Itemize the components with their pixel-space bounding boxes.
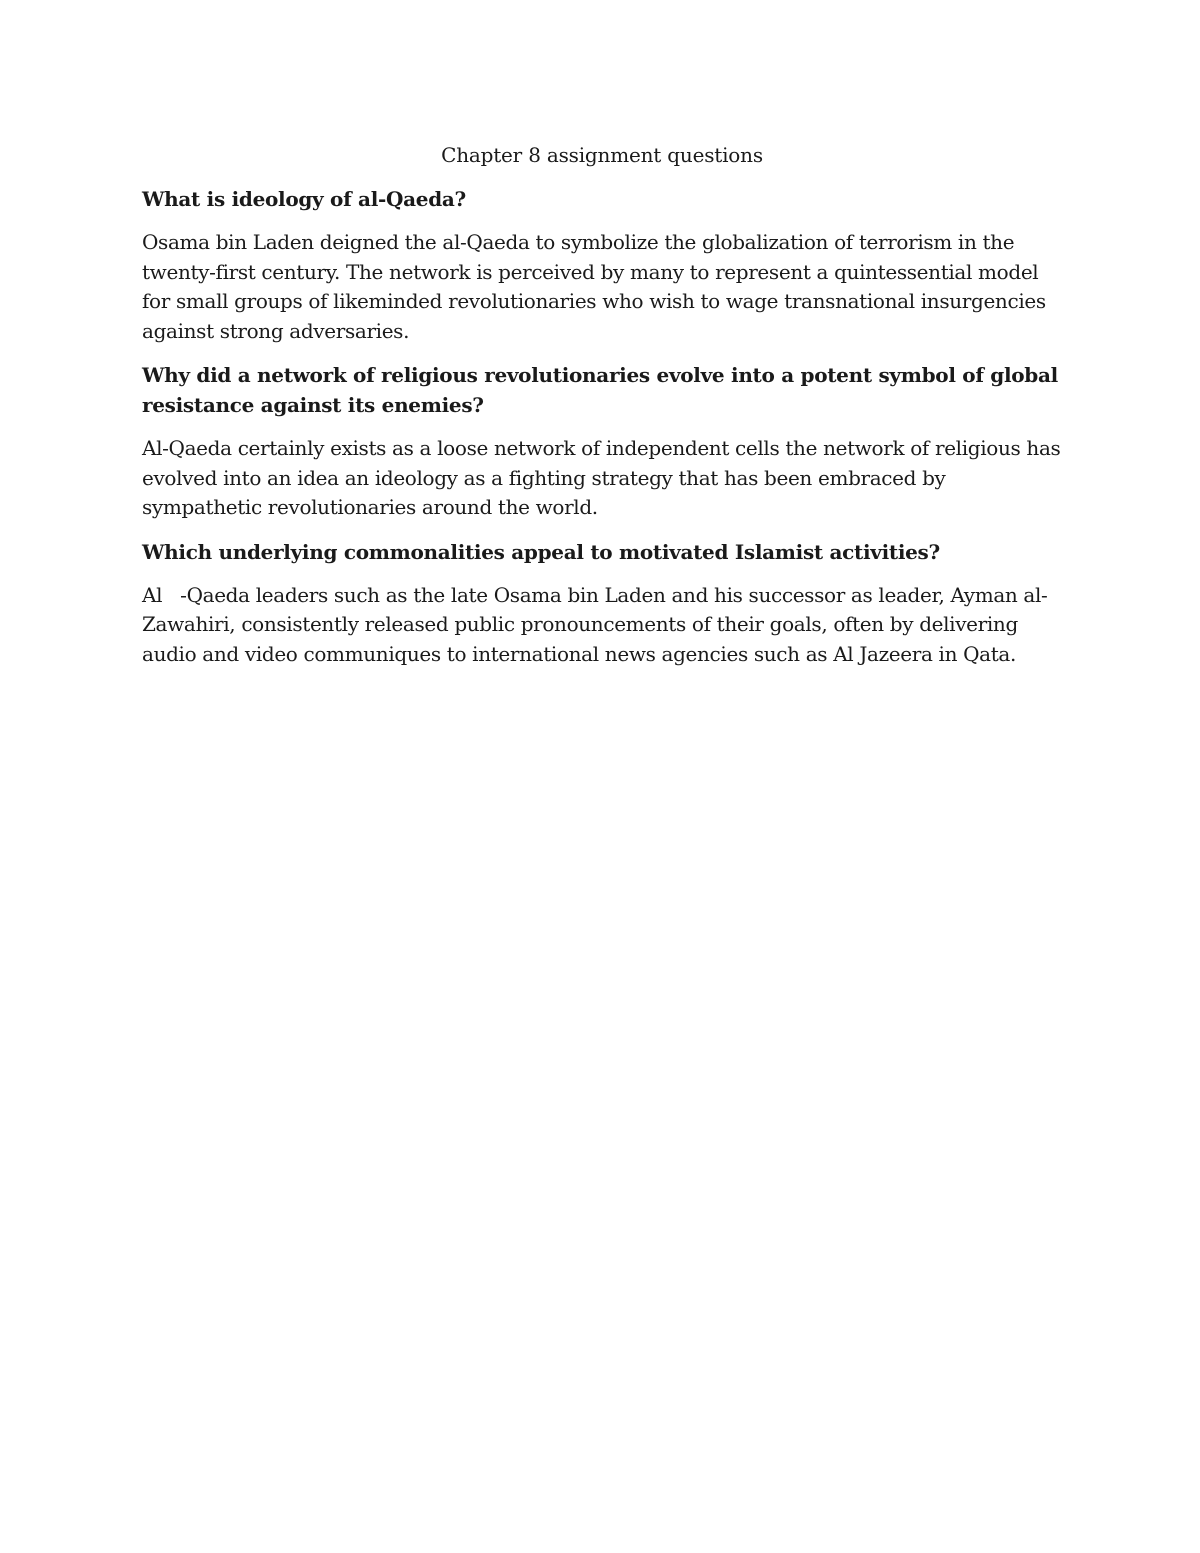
answer-3: Al -Qaeda leaders such as the late Osama bin Laden and his successor as leader, Ayman al-Zawahiri, consistently released public pronouncements of their goals, often by delivering audio and video communiques to international news agencies such as Al Jazeera in Qata. (142, 582, 1048, 666)
question-2: Why did a network of religious revolutionaries evolve into a potent symbol of global resistance against its enemies? (142, 363, 1058, 417)
document-body (142, 140, 1062, 683)
document-title: Chapter 8 assignment questions (441, 143, 763, 167)
question-1: What is ideology of al-Qaeda? (142, 187, 466, 211)
question-3: Which underlying commonalities appeal to motivated Islamist activities? (142, 539, 940, 564)
answer-2: Al-Qaeda certainly exists as a loose network of independent cells the network of religious has evolved into an idea an ideology as a fighting strategy that has been embraced by sympathetic revolutionaries around the world. (142, 436, 1061, 519)
answer-1: Osama bin Laden deigned the al-Qaeda to symbolize the globalization of terrorism in the twenty-first century. The network is perceived by many to represent a quintessential model for small groups of likeminded revolutionaries who wish to wage transnational insurgencies against strong adversaries. (142, 230, 1046, 343)
